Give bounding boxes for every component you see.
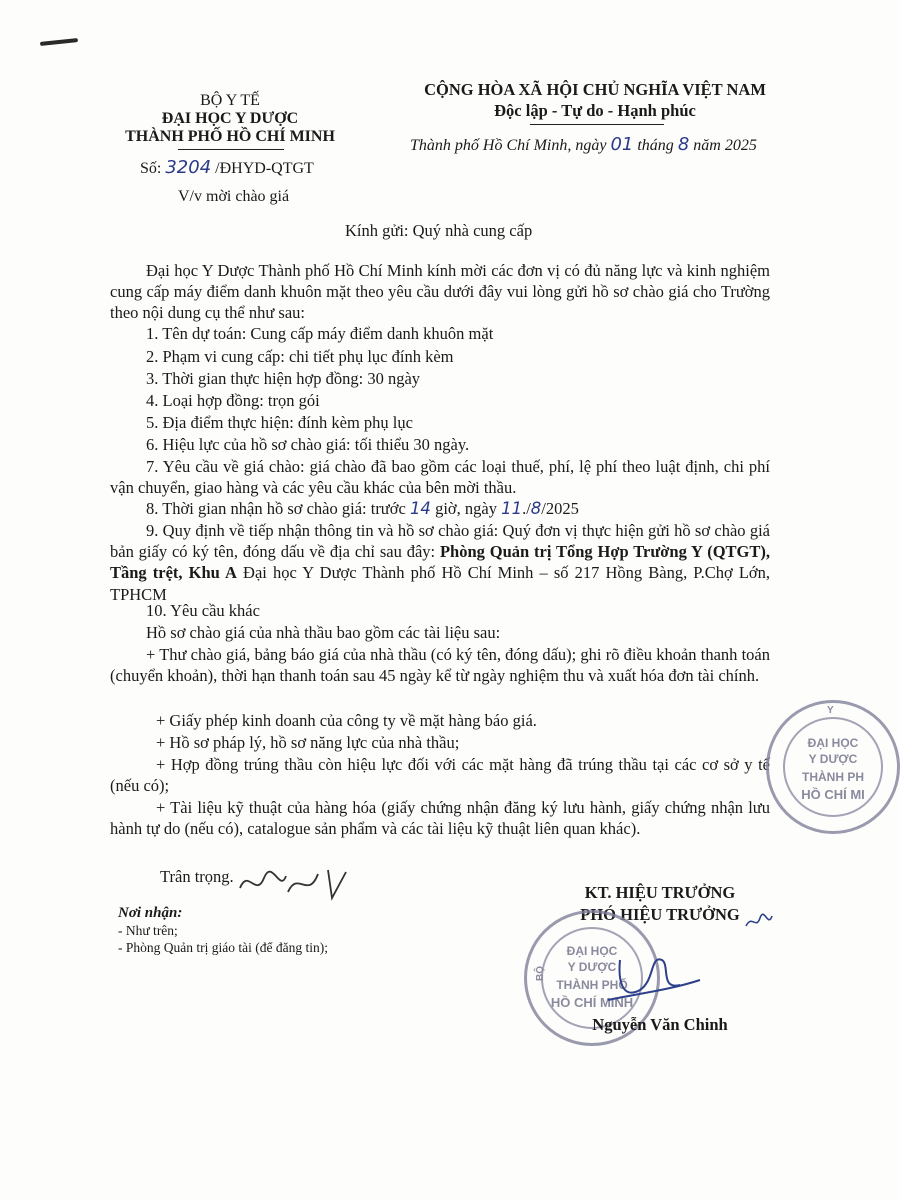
handwritten-day: 01 <box>610 134 634 155</box>
header-underline-right <box>530 124 664 125</box>
initial-signature-graphic <box>228 858 368 908</box>
documents-intro: Hồ sơ chào giá của nhà thầu bao gồm các tài liệu sau: <box>146 623 501 642</box>
official-stamp-main: ĐẠI HỌC Y DƯỢC THÀNH PHỐ HỒ CHÍ MINH BỘ <box>524 910 660 1046</box>
item-8: 8. Thời gian nhận hồ sơ chào giá: trước 14 giờ, ngày 11./8/2025 <box>146 499 579 518</box>
item-5: 5. Địa điểm thực hiện: đính kèm phụ lục <box>146 413 413 432</box>
handwritten-number: 3204 <box>165 157 212 178</box>
item-2: 2. Phạm vi cung cấp: chi tiết phụ lục đính kèm <box>146 347 454 366</box>
handwritten-deadline-day: 11 <box>501 499 523 518</box>
signer-name: Nguyễn Văn Chinh <box>592 1015 728 1034</box>
margin-mark <box>40 38 78 46</box>
university-name-line2: THÀNH PHỐ HỒ CHÍ MINH <box>125 128 335 145</box>
intro-paragraph: Đại học Y Dược Thành phố Hồ Chí Minh kính mời các đơn vị có đủ năng lực và kinh nghiệm cung cấp máy điểm danh khuôn mặt theo yêu cầu dưới đây vui lòng gửi hồ sơ chào giá cho Trường theo nội dung cụ thể như sau: <box>110 261 770 323</box>
document-requirement-2: + Giấy phép kinh doanh của công ty về mặt hàng báo giá. <box>156 711 537 730</box>
item-4: 4. Loại hợp đồng: trọn gói <box>146 391 320 410</box>
national-motto: Độc lập - Tự do - Hạnh phúc <box>494 101 696 120</box>
recipient-2: - Phòng Quản trị giáo tài (để đăng tin); <box>118 940 328 955</box>
item-1: 1. Tên dự toán: Cung cấp máy điểm danh khuôn mặt <box>146 324 494 343</box>
university-name-line1: ĐẠI HỌC Y DƯỢC <box>161 110 299 127</box>
document-requirement-3: + Hồ sơ pháp lý, hồ sơ năng lực của nhà thầu; <box>156 733 460 752</box>
closing-text: Trân trọng. <box>160 867 234 886</box>
item-6: 6. Hiệu lực của hồ sơ chào giá: tối thiểu 30 ngày. <box>146 435 470 454</box>
document-requirement-4: + Hợp đồng trúng thầu còn hiệu lực đối với các mặt hàng đã trúng thầu tại các cơ sở y tế (nếu có); <box>110 755 770 796</box>
document-requirement-5: + Tài liệu kỹ thuật của hàng hóa (giấy chứng nhận đăng ký lưu hành, giấy chứng nhận lưu hành tự do (nếu có), catalogue sản phẩm và các tài liệu kỹ thuật liên quan khác). <box>110 798 770 839</box>
signature-flourish <box>744 912 774 932</box>
item-10: 10. Yêu cầu khác <box>146 601 260 620</box>
submission-address-bold: Phòng Quản trị Tổng Hợp Trường Y (QTGT), Tầng trệt, Khu A <box>110 542 771 583</box>
document-number: Số: 3204 /ĐHYD-QTGT <box>140 157 314 178</box>
recipients-title: Nơi nhận: <box>118 905 183 921</box>
handwritten-hour: 14 <box>409 499 431 518</box>
signature-title-1: KT. HIỆU TRƯỞNG <box>584 883 736 902</box>
signature-title-2: PHÓ HIỆU TRƯỞNG <box>580 905 740 924</box>
main-signature-graphic <box>600 940 710 1010</box>
document-subject: V/v mời chào giá <box>178 188 290 205</box>
recipient-1: - Như trên; <box>118 923 178 938</box>
handwritten-month: 8 <box>677 134 690 155</box>
document-requirement-1: + Thư chào giá, bảng báo giá của nhà thầu (có ký tên, đóng dấu); ghi rõ điều khoản thanh toán (chuyển khoản), thời hạn thanh toán sau 45 ngày kể từ ngày nghiệm thu và xuất hóa đơn tài chính. <box>110 645 770 686</box>
official-stamp-side: Y ĐẠI HỌC Y DƯỢC THÀNH PH HỒ CHÍ MI <box>766 700 900 834</box>
header-underline-left <box>178 149 284 150</box>
greeting: Kính gửi: Quý nhà cung cấp <box>345 221 533 240</box>
document-date: Thành phố Hồ Chí Minh, ngày 01 tháng 8 năm 2025 <box>410 134 757 155</box>
ministry-name: BỘ Y TẾ <box>200 92 260 109</box>
item-3: 3. Thời gian thực hiện hợp đồng: 30 ngày <box>146 369 421 388</box>
item-7: 7. Yêu cầu về giá chào: giá chào đã bao gồm các loại thuế, phí, lệ phí theo luật định, chi phí vận chuyển, giao hàng và các yêu cầu khác của bên mời thầu. <box>110 457 770 498</box>
handwritten-deadline-month: 8 <box>530 499 542 518</box>
item-9: 9. Quy định về tiếp nhận thông tin và hồ sơ chào giá: Quý đơn vị thực hiện gửi hồ sơ chào giá bản giấy có ký tên, đóng dấu về địa chỉ sau đây: Phòng Quản trị Tổng Hợp Trường Y (QTGT), Tầng trệt, Khu A Đại học Y Dược Thành phố Hồ Chí Minh – số 217 Hồng Bàng, P.Chợ Lớn, TPHCM <box>110 521 771 604</box>
country-name: CỘNG HÒA XÃ HỘI CHỦ NGHĨA VIỆT NAM <box>424 80 766 99</box>
